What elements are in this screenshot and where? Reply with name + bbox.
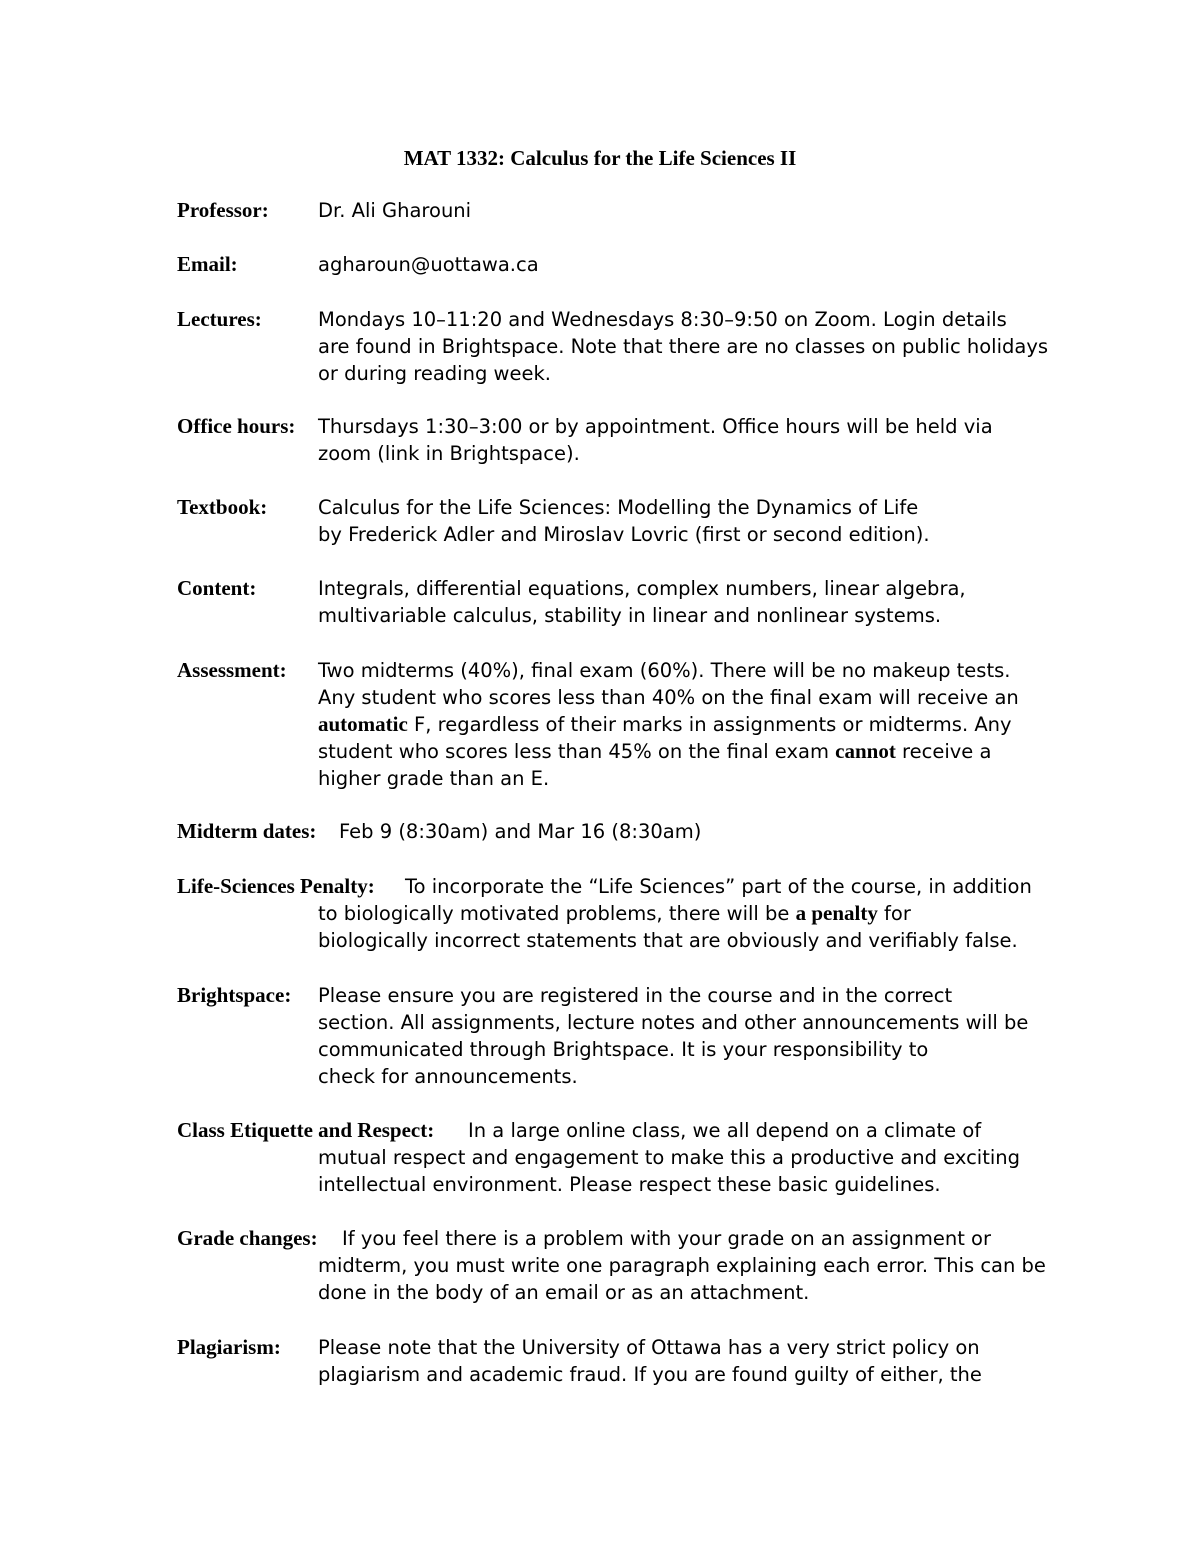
plagiarism-text [318, 1334, 1038, 1388]
etiquette-label: Class Etiquette and Respect: [177, 1118, 435, 1142]
textbook-line: Calculus for the Life Sciences: Modelling the Dynamics of Life [318, 496, 919, 519]
penalty-line [318, 900, 1038, 927]
plagiarism-label: Plagiarism: [177, 1335, 281, 1359]
grade-changes-text [318, 1252, 1046, 1306]
content-line: multivariable calculus, stability in linear and nonlinear systems. [318, 604, 942, 627]
content-line: Integrals, differential equations, complex numbers, linear algebra, [318, 577, 966, 600]
assessment-line-pre: student who scores less than 45% on the final exam [318, 740, 836, 763]
penalty-bold: a penalty [795, 901, 878, 925]
etiquette-line: mutual respect and engagement to make this a productive and exciting [318, 1146, 1021, 1169]
life-sciences-penalty-line1: To incorporate the “Life Sciences” part of the course, in addition [405, 875, 1032, 898]
lectures-line: or during reading week. [318, 362, 551, 385]
office-hours-line: Thursdays 1:30–3:00 or by appointment. Office hours will be held via [318, 415, 993, 438]
grade-changes-line: done in the body of an email or as an attachment. [318, 1281, 810, 1304]
assessment-label: Assessment: [177, 658, 287, 682]
penalty-line-post: for [877, 902, 911, 925]
assessment-bold-automatic: automatic [318, 712, 408, 736]
textbook-text [318, 494, 1038, 548]
assessment-line: higher grade than an E. [318, 767, 550, 790]
midterm-dates-label: Midterm dates: [177, 819, 317, 843]
email-value [318, 251, 1038, 278]
textbook-label: Textbook: [177, 495, 268, 519]
etiquette-text [318, 1144, 1038, 1198]
page-title: MAT 1332: Calculus for the Life Sciences II [403, 146, 797, 170]
penalty-line-pre: to biologically motivated problems, there will be [318, 902, 796, 925]
content-text [318, 575, 1038, 629]
office-hours-label: Office hours: [177, 414, 296, 438]
assessment-line: Two midterms (40%), final exam (60%). There will be no makeup tests. [318, 659, 1011, 682]
etiquette-line: intellectual environment. Please respect these basic guidelines. [318, 1173, 941, 1196]
life-sciences-penalty-text [318, 900, 1038, 954]
lectures-text [318, 306, 1049, 387]
plagiarism-line: plagiarism and academic fraud. If you are found guilty of either, the [318, 1363, 982, 1386]
assessment-bold-cannot: cannot [835, 739, 896, 763]
penalty-line: biologically incorrect statements that are obviously and verifiably false. [318, 929, 1018, 952]
brightspace-label: Brightspace: [177, 983, 292, 1007]
lectures-line: Mondays 10–11:20 and Wednesdays 8:30–9:50 on Zoom. Login details [318, 308, 1007, 331]
professor-name: Dr. Ali Gharouni [318, 199, 472, 222]
brightspace-line: check for announcements. [318, 1065, 578, 1088]
grade-changes-line: midterm, you must write one paragraph explaining each error. This can be [318, 1254, 1046, 1277]
grade-changes-line1: If you feel there is a problem with your grade on an assignment or [342, 1227, 992, 1250]
plagiarism-line: Please note that the University of Ottawa has a very strict policy on [318, 1336, 980, 1359]
assessment-text [318, 657, 1038, 792]
office-hours-line: zoom (link in Brightspace). [318, 442, 580, 465]
assessment-line [318, 738, 1038, 765]
email-address: agharoun@uottawa.ca [318, 253, 539, 276]
grade-changes-label: Grade changes: [177, 1226, 318, 1250]
lectures-label: Lectures: [177, 307, 262, 331]
midterm-dates-value: Feb 9 (8:30am) and Mar 16 (8:30am) [339, 820, 702, 843]
brightspace-line: section. All assignments, lecture notes and other announcements will be [318, 1011, 1029, 1034]
lectures-line: are found in Brightspace. Note that there are no classes on public holidays [318, 335, 1049, 358]
assessment-line-rest: F, regardless of their marks in assignments or midterms. Any [407, 713, 1012, 736]
office-hours-text [318, 413, 1038, 467]
brightspace-text [318, 982, 1038, 1090]
etiquette-line1: In a large online class, we all depend on a climate of [468, 1119, 982, 1142]
email-label: Email: [177, 252, 238, 276]
brightspace-line: communicated through Brightspace. It is your responsibility to [318, 1038, 929, 1061]
assessment-line-post: receive a [895, 740, 992, 763]
professor-value [318, 197, 1038, 224]
textbook-line: by Frederick Adler and Miroslav Lovric (first or second edition). [318, 523, 930, 546]
brightspace-line: Please ensure you are registered in the course and in the correct [318, 984, 953, 1007]
assessment-line: Any student who scores less than 40% on the final exam will receive an [318, 686, 1019, 709]
life-sciences-penalty-label: Life-Sciences Penalty: [177, 874, 375, 898]
professor-label: Professor: [177, 198, 269, 222]
content-label: Content: [177, 576, 257, 600]
assessment-line [318, 711, 1038, 738]
